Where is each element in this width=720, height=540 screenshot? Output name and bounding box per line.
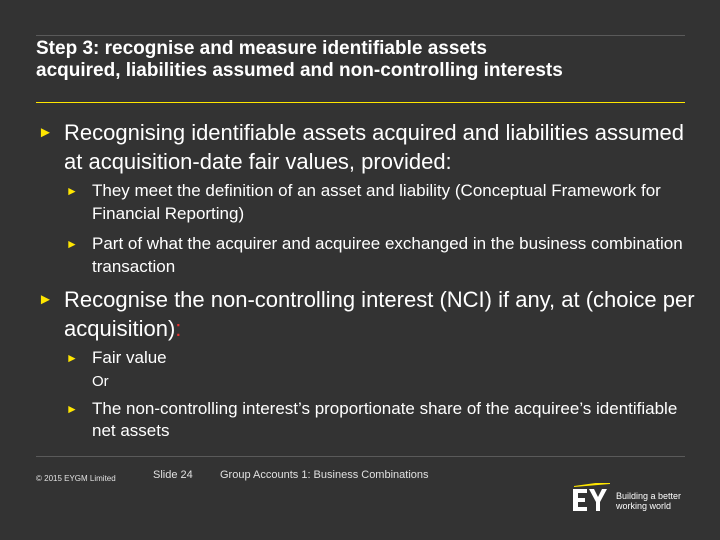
sub-bullet-text: The non-controlling interest’s proportionate share of the acquiree’s identifiable net assets [92,398,678,440]
slide-title [36,38,696,82]
sub-bullet-definition [36,180,696,225]
sub-bullet-arrow-icon: ► [66,237,78,251]
sub-bullet-fair-value [36,347,696,370]
slide-title-line-1: Step 3: recognise and measure identifiable assets [36,38,487,59]
bullet-recognise-nci [36,285,696,343]
or-separator: Or [92,372,109,390]
bullet-arrow-icon: ► [38,124,53,141]
sub-bullet-text: They meet the definition of an asset and liability (Conceptual Framework for Financial Reporting) [92,181,661,223]
sub-bullet-arrow-icon: ► [66,351,78,365]
bullet-arrow-icon: ► [38,291,53,308]
slide-body [36,118,696,443]
sub-bullet-arrow-icon: ► [66,401,78,416]
logo-tagline-line-2: working world [616,501,672,511]
ey-logo-icon [572,483,614,511]
bullet-colon: : [175,316,182,341]
footer-deck-title: Group Accounts 1: Business Combinations [220,469,429,481]
sub-bullet-text: Fair value [92,348,167,367]
bullet-text: Recognise the non-controlling interest (NCI) if any, at (choice per acquisition) [64,287,695,341]
sub-bullet-arrow-icon: ► [66,184,78,198]
sub-bullet-exchanged [36,233,696,278]
ey-logo [572,483,684,513]
title-underline [36,102,685,103]
footer-copyright: © 2015 EYGM Limited [36,474,116,483]
footer-divider [36,456,685,457]
sub-bullet-proportionate-share [36,398,696,443]
slide-title-line-2: acquired, liabilities assumed and non-controlling interests [36,60,563,81]
sub-bullet-text: Part of what the acquirer and acquiree exchanged in the business combination transaction [92,234,683,276]
bullet-text: Recognising identifiable assets acquired and liabilities assumed at acquisition-date fair values, provided: [64,120,685,174]
top-divider [36,35,685,36]
bullet-recognising-assets [36,118,696,176]
logo-tagline-line-1: Building a better [616,491,682,501]
footer-slide-number: Slide 24 [153,469,193,481]
